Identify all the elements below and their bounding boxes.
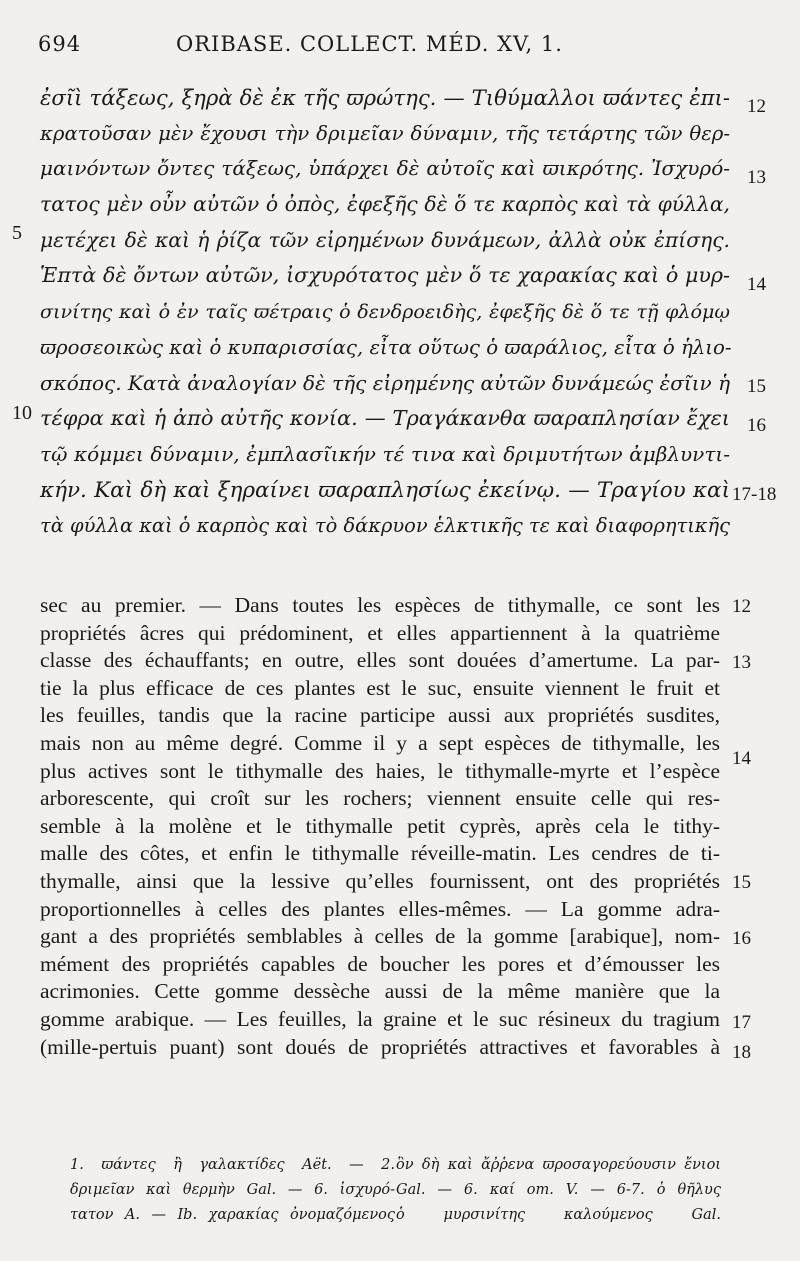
french-line: propriétés âcres qui prédominent, et elles appartiennent à la quatrième [40,620,720,645]
page-header [38,32,678,62]
section-number-13: 13 [732,652,751,673]
french-line: arborescente, qui croît sur les rochers; viennent ensuite celle qui res- [40,786,720,811]
section-number-16: 16 [732,928,751,949]
section-number-17-18: 17-18 [732,484,777,505]
french-line: gant a des propriétés semblables à celles de la gomme [arabique], nom- [40,924,720,949]
french-line: gomme arabique. — Les feuilles, la graine et le suc résineux du tragium [40,1006,720,1031]
section-number-15: 15 [732,872,751,893]
greek-text-block [40,80,730,544]
line-number-5: 5 [12,222,22,244]
french-line: malle des côtes, et enfin le tithymalle réveille-matin. Les cendres de ti- [40,841,720,866]
section-number-12: 12 [747,96,766,117]
section-number-13: 13 [747,167,766,188]
section-number-16: 16 [747,415,766,436]
greek-line: τατος μὲν οὖν αὐτῶν ὁ ὀπὸς, ἐφεξῆς δὲ ὅ τε καρπὸς καὶ τὰ φύλλα, [40,192,730,217]
footnote-line: δριμεῖαν καὶ θερμὴν Gal. — 6. ἰσχυρό- [70,1182,395,1198]
french-line: plus actives sont le tithymalle des haies, le tithymalle-myrte et l’espèce [40,758,720,783]
greek-line: Ἑπτὰ δὲ ὄντων αὐτῶν, ἰσχυρότατος μὲν ὅ τε χαρακίας καὶ ὁ μυρ- [40,263,730,288]
french-line: classe des échauffants; en outre, elles sont douées d’amertume. La par- [40,648,720,673]
footnote-line: ὃν δὴ καὶ ἄῤῥενα ϖροσαγορεύουσιν ἔνιοι [396,1157,721,1173]
french-line: (mille-pertuis puant) sont doués de propriétés attractives et favorables à [40,1034,720,1059]
footnote-line: 1. ϖάντες ἢ γαλακτίδες Aët. — 2. [70,1157,395,1173]
french-line: acrimonies. Cette gomme dessèche aussi de la même manière que la [40,979,720,1004]
french-line: sec au premier. — Dans toutes les espèces de tithymalle, ce sont les [40,593,720,617]
french-line: les feuilles, tandis que la racine participe aussi aux propriétés susdites, [40,703,720,728]
greek-line: σκόπος. Κατὰ ἀναλογίαν δὲ τῆς εἰρημένης αὐτῶν δυνάμεώς ἐσῖιν ἡ [40,370,731,395]
section-number-14: 14 [732,748,751,769]
page-number: 694 [38,32,82,56]
french-line: tie la plus efficace de ces plantes est le suc, ensuite viennent le fruit et [40,675,720,700]
greek-line: σινίτης καὶ ὁ ἐν ταῖς ϖέτραις ὁ δενδροειδὴς, ἐφεξῆς δὲ ὅ τε τῇ φλόμῳ [40,300,730,324]
section-number-14: 14 [747,274,766,295]
line-number-10: 10 [12,402,32,424]
greek-line: ϖροσεοικὼς καὶ ὁ κυπαρισσίας, εἶτα οὕτως ὁ ϖαράλιος, εἶτα ὁ ἡλιο- [40,335,732,359]
french-line: proportionnelles à celles des plantes elles-mêmes. — La gomme adra- [40,896,720,921]
section-number-15: 15 [747,376,766,397]
greek-line: μαινόντων ὄντες τάξεως, ὑπάρχει δὲ αὐτοῖς καὶ ϖικρότης. Ἰσχυρό- [40,156,730,181]
french-line: semble à la molène et le tithymalle petit cyprès, après cela le tithy- [40,813,720,838]
footnote-line: Gal. — 6. καί om. V. — 6-7. ὁ θῆλυς [396,1182,721,1198]
footnotes-left-column [70,1153,395,1228]
section-number-17: 17 [732,1012,751,1033]
french-line: mément des propriétés capables de boucher les pores et d’émousser les [40,951,720,976]
section-number-18: 18 [732,1042,751,1063]
greek-line: κρατοῦσαν μὲν ἔχουσι τὴν δριμεῖαν δύναμιν, τῆς τετάρτης τῶν θερ- [40,121,730,145]
footnotes-right-column [396,1153,721,1228]
french-line: thymalle, ainsi que la lessive qu’elles fournissent, ont des propriétés [40,868,720,893]
running-title: ORIBASE. COLLECT. MÉD. XV, 1. [176,32,563,56]
section-number-12: 12 [732,596,751,617]
greek-line: τῷ κόμμει δύναμιν, ἐμπλασῖικήν τέ τινα καὶ δριμυτήτων ἀμβλυντι- [40,441,730,466]
greek-line: κήν. Καὶ δὴ καὶ ξηραίνει ϖαραπλησίως ἐκείνῳ. — Τραγίου καὶ [40,477,730,503]
greek-line: μετέχει δὲ καὶ ἡ ῥίζα τῶν εἰρημένων δυνάμεων, ἀλλὰ οὐκ ἐπίσης. [40,227,730,252]
french-translation-block [40,592,720,1061]
greek-line: τέφρα καὶ ἡ ἀπὸ αὐτῆς κονία. — Τραγάκανθα ϖαραπλησίαν ἔχει [40,406,730,431]
greek-line: τὰ φύλλα καὶ ὁ καρπὸς καὶ τὸ δάκρυον ἑλκτικῆς τε καὶ διαφορητικῆς [40,514,730,538]
greek-line: ἐσῖὶ τάξεως, ξηρὰ δὲ ἐκ τῆς ϖρώτης. — Τιθύμαλλοι ϖάντες ἐπι- [40,85,730,110]
french-line: mais non au même degré. Comme il y a sept espèces de tithymalle, les [40,730,720,755]
footnote-line: ὁ μυρσινίτης καλούμενος Gal. [396,1207,721,1223]
footnote-line: τατον A. — Ib. χαρακίας ὀνομαζόμενος [70,1207,395,1223]
